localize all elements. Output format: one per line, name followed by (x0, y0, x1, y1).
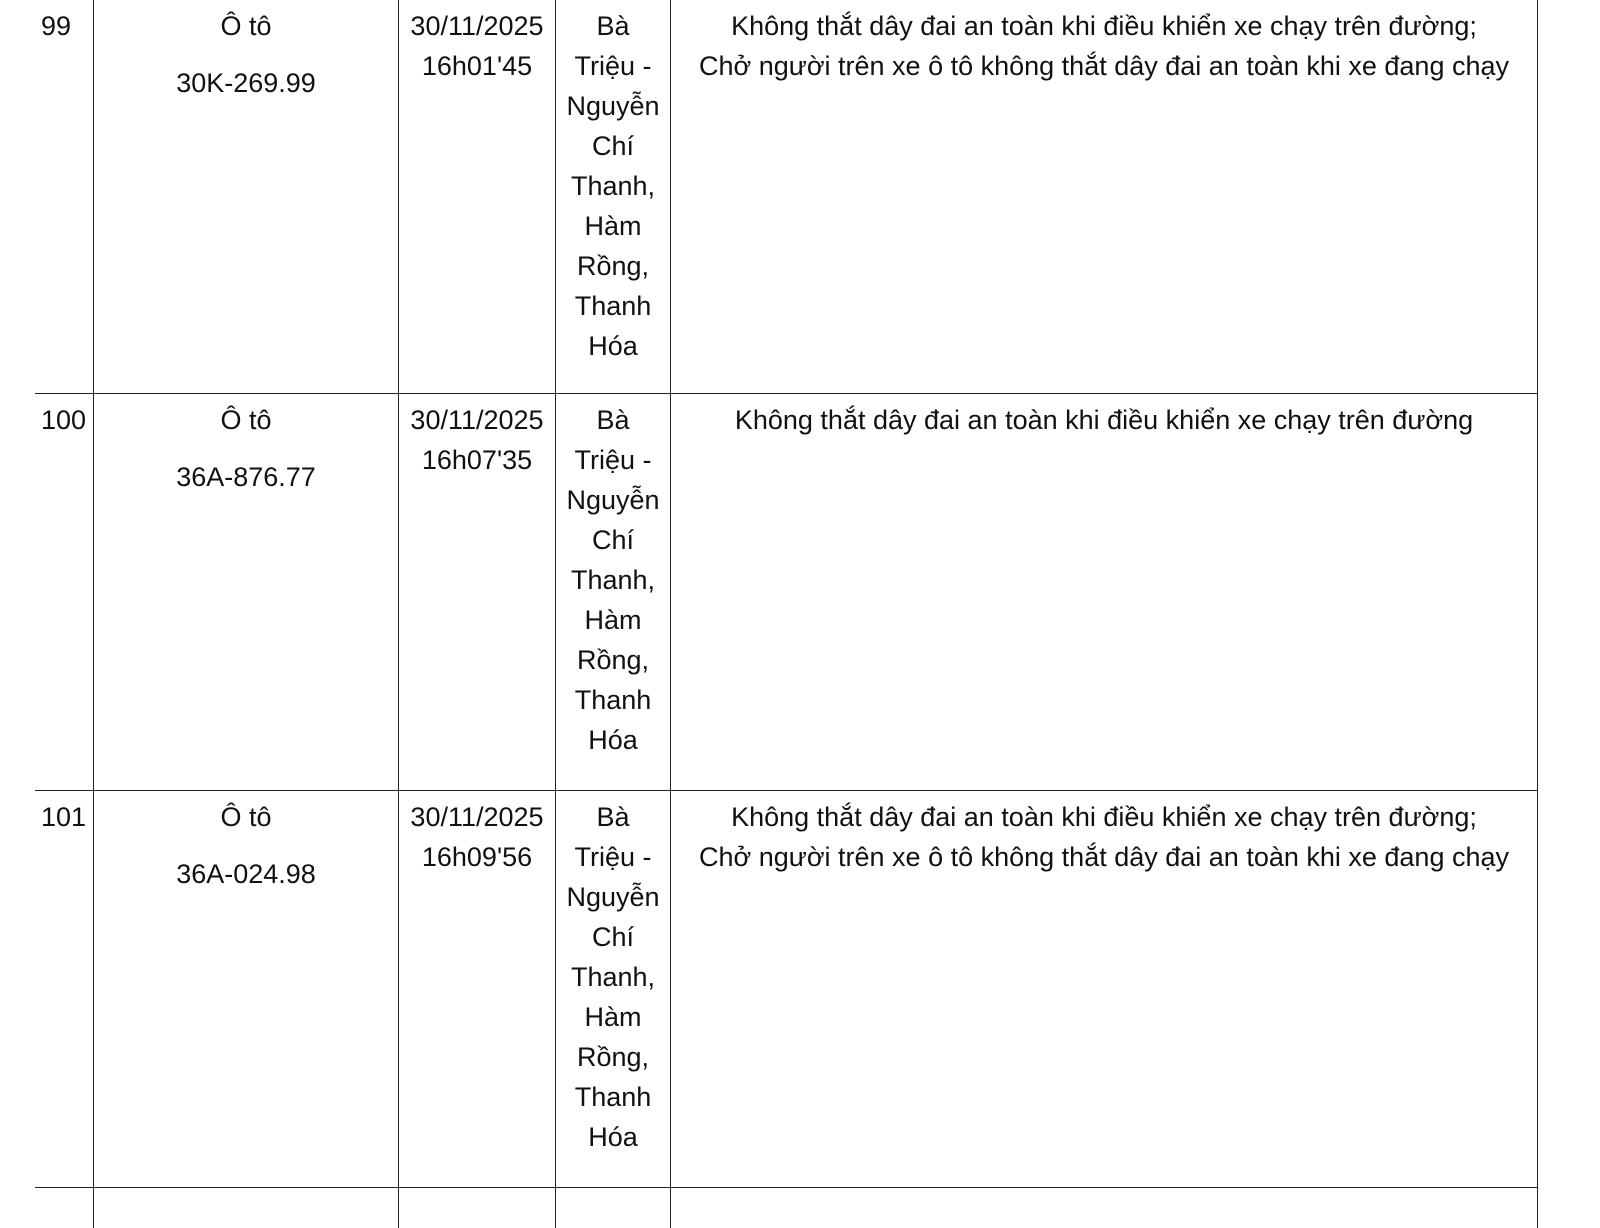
table-row (35, 394, 1538, 791)
violation-line: Chở người trên xe ô tô không thắt dây đai an toàn khi xe đang chạy (699, 842, 1509, 872)
row-number: 101 (41, 802, 87, 832)
datetime-cell (398, 791, 555, 1187)
violation-line: Không thắt dây đai an toàn khi điều khiển xe chạy trên đường; (731, 11, 1477, 41)
violation-cell (670, 791, 1538, 1187)
row-number-cell (35, 394, 93, 790)
location-line: Hàm (584, 605, 642, 635)
location-line: Triệu - (574, 842, 652, 872)
violation-time: 16h01'45 (421, 51, 533, 81)
vehicle-cell (93, 394, 398, 790)
datetime-cell (398, 394, 555, 790)
license-plate: 30K-269.99 (176, 68, 316, 98)
vehicle-cell (93, 1188, 398, 1228)
location-cell (555, 394, 670, 790)
datetime-cell (398, 1188, 555, 1228)
location-line: Bà (596, 802, 630, 832)
location-line: Hóa (588, 725, 638, 755)
violation-date: 30/11/2025 (410, 405, 544, 435)
location-cell (555, 791, 670, 1187)
location-line: Nguyễn (566, 485, 660, 515)
vehicle-type: Ô tô (220, 802, 272, 832)
violation-date: 30/11/2025 (410, 802, 544, 832)
vehicle-cell (93, 0, 398, 393)
license-plate: 36A-876.77 (176, 462, 316, 492)
violation-cell (670, 0, 1538, 393)
location-line: Thanh, (570, 565, 656, 595)
location-line: Hóa (588, 331, 638, 361)
row-number: 100 (41, 405, 87, 435)
location-line: Chí (591, 131, 635, 161)
violation-cell (670, 1188, 1538, 1228)
location-line: Nguyễn (566, 882, 660, 912)
violation-date: 30/11/2025 (410, 11, 544, 41)
violation-time: 16h09'56 (421, 842, 533, 872)
location-line: Chí (591, 525, 635, 555)
row-number: 99 (41, 11, 72, 41)
violation-line: Không thắt dây đai an toàn khi điều khiển xe chạy trên đường (734, 405, 1474, 435)
location-line: Thanh (574, 1082, 652, 1112)
table-row (35, 791, 1538, 1188)
table-row (35, 0, 1538, 394)
vehicle-type: Ô tô (220, 405, 272, 435)
location-line: Thanh (574, 685, 652, 715)
license-plate: 36A-024.98 (176, 859, 316, 889)
location-line: Chí (591, 922, 635, 952)
location-line: Thanh, (570, 171, 656, 201)
location-line: Rồng, (576, 251, 650, 281)
vehicle-cell (93, 791, 398, 1187)
violation-line: Chở người trên xe ô tô không thắt dây đai an toàn khi xe đang chạy (699, 51, 1509, 81)
row-number-cell (35, 0, 93, 393)
location-line: Thanh (574, 291, 652, 321)
location-line: Bà (596, 11, 630, 41)
location-line: Hàm (584, 211, 642, 241)
datetime-cell (398, 0, 555, 393)
location-line: Thanh, (570, 962, 656, 992)
location-line: Triệu - (574, 51, 652, 81)
row-number-cell (35, 791, 93, 1187)
location-line: Hóa (588, 1122, 638, 1152)
violation-cell (670, 394, 1538, 790)
location-cell (555, 1188, 670, 1228)
location-line: Triệu - (574, 445, 652, 475)
vehicle-type: Ô tô (220, 11, 272, 41)
location-line: Rồng, (576, 645, 650, 675)
table-row-partial (35, 1188, 1538, 1228)
location-line: Nguyễn (566, 91, 660, 121)
location-cell (555, 0, 670, 393)
violation-line: Không thắt dây đai an toàn khi điều khiển xe chạy trên đường; (731, 802, 1477, 832)
violation-time: 16h07'35 (421, 445, 533, 475)
location-line: Bà (596, 405, 630, 435)
row-number-cell (35, 1188, 93, 1228)
violations-table (35, 0, 1538, 1228)
location-line: Rồng, (576, 1042, 650, 1072)
location-line: Hàm (584, 1002, 642, 1032)
